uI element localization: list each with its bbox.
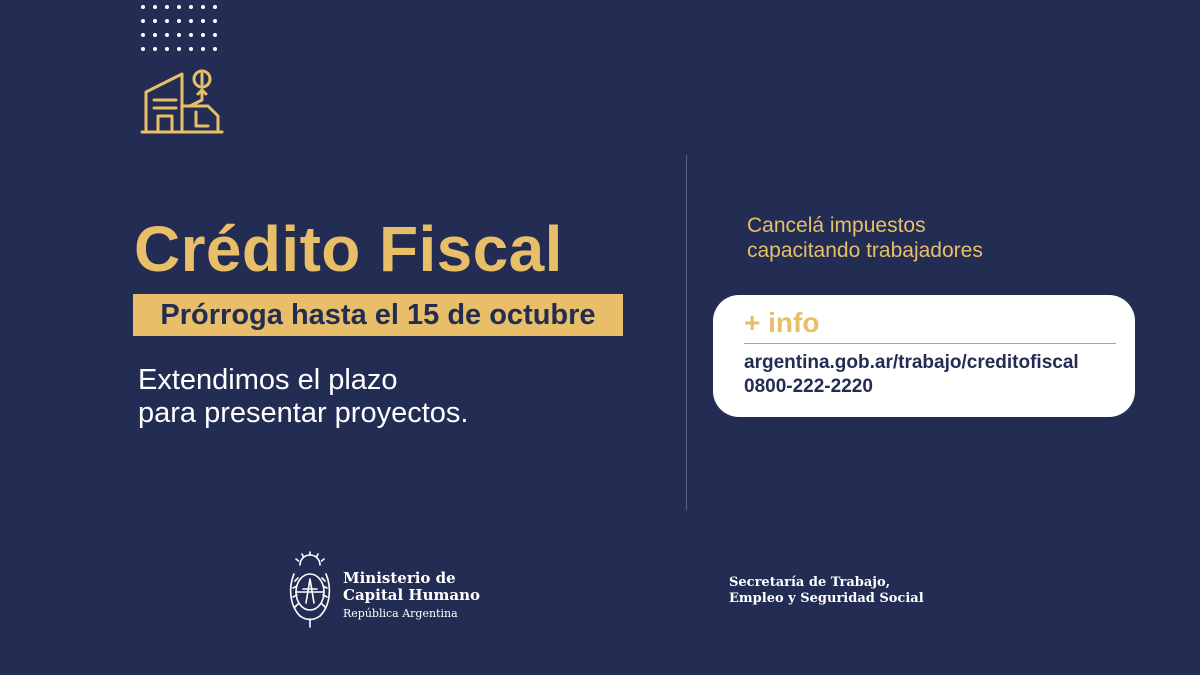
argentina-coat-of-arms-icon [286,550,334,630]
tagline [747,213,1127,263]
country-name: República Argentina [343,607,458,620]
ministry-logo [343,570,563,620]
ministry-name-line: Ministerio de [343,569,456,587]
vertical-divider [686,155,687,510]
headline: Crédito Fiscal [134,213,563,285]
info-divider [744,343,1116,344]
info-card [713,295,1135,417]
info-phone-number[interactable]: 0800-222-2220 [744,376,873,397]
info-heading: + info [744,307,820,338]
tagline-line: Cancelá impuestos [747,214,926,237]
secretariat-logo [729,575,969,607]
ministry-name-line: Capital Humano [343,586,480,604]
tagline-line: capacitando trabajadores [747,239,983,262]
dot-grid-icon [140,4,230,54]
secretariat-line: Empleo y Seguridad Social [729,591,924,606]
body-line: para presentar proyectos. [138,397,469,429]
building-tax-icon [138,66,228,136]
body-line: Extendimos el plazo [138,364,398,396]
secretariat-line: Secretaría de Trabajo, [729,575,891,590]
body-text [138,364,638,430]
deadline-badge: Prórroga hasta el 15 de octubre [133,294,623,336]
info-url-link[interactable]: argentina.gob.ar/trabajo/creditofiscal [744,352,1079,373]
